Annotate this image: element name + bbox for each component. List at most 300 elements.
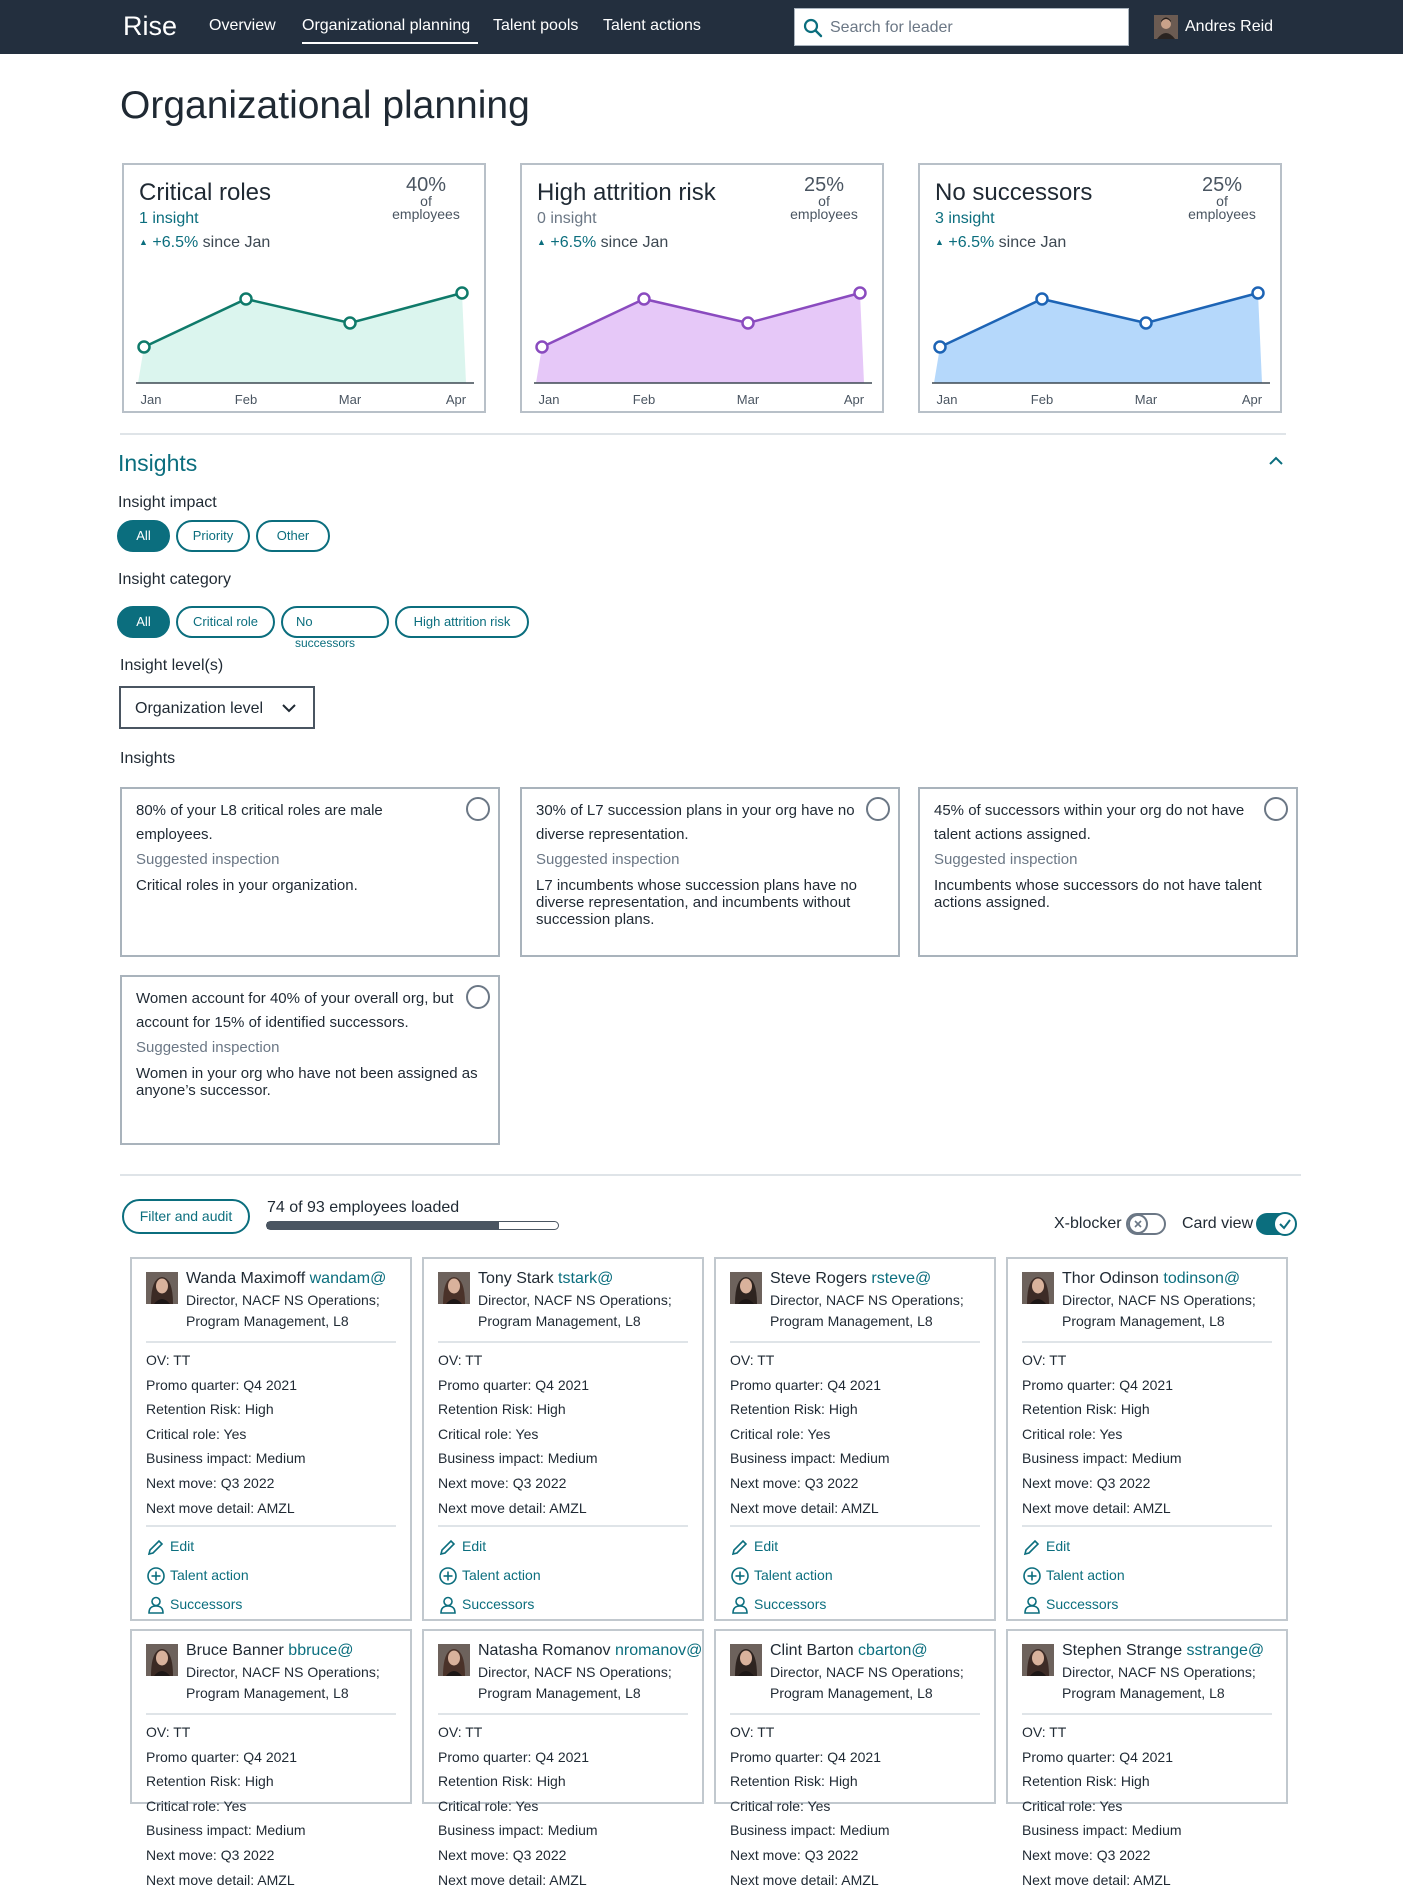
field-value: Q3 2022 — [220, 1847, 275, 1863]
insight-select-radio[interactable] — [866, 797, 890, 821]
field-value: Medium — [1131, 1450, 1182, 1467]
employee-field-critical — [146, 1426, 246, 1442]
employee-avatar[interactable] — [146, 1272, 178, 1304]
field-label: Critical role: — [1022, 1797, 1096, 1814]
metric-card[interactable] — [122, 163, 486, 413]
employee-name-line — [770, 1642, 928, 1660]
metric-percent-label: employees — [1188, 206, 1256, 222]
card-view-toggle[interactable] — [1256, 1213, 1296, 1235]
insights-heading: Insights — [118, 450, 198, 476]
person-icon — [730, 1595, 750, 1615]
employee-field-ov — [1022, 1352, 1066, 1368]
chart-point — [855, 288, 866, 299]
field-label: Critical role: — [146, 1797, 220, 1814]
field-value: Medium — [1131, 1822, 1182, 1839]
impact-pill-priority[interactable]: Priority — [176, 520, 250, 552]
employee-card[interactable] — [422, 1629, 704, 1888]
field-value: Medium — [547, 1450, 598, 1467]
field-label: Retention Risk: — [730, 1401, 825, 1418]
field-label: OV: — [730, 1724, 754, 1740]
card-divider — [146, 1341, 396, 1343]
field-value: Q4 2021 — [243, 1376, 297, 1393]
field-value: High — [1120, 1773, 1150, 1790]
chart-point — [537, 342, 548, 353]
metric-area-chart — [522, 165, 882, 411]
employee-card[interactable] — [714, 1257, 996, 1621]
field-label: Business impact: — [438, 1450, 544, 1467]
employee-card[interactable] — [130, 1257, 412, 1621]
insight-category-label: Insight category — [118, 571, 231, 588]
employee-field-detail — [146, 1872, 295, 1888]
employees-loaded-text: 74 of 93 employees loaded — [267, 1199, 460, 1216]
plus-circle-icon — [730, 1566, 750, 1586]
insight-card[interactable] — [120, 975, 500, 1145]
insight-level-dropdown[interactable] — [119, 686, 315, 729]
employee-name[interactable]: Natasha Romanov — [478, 1642, 611, 1659]
employee-field-next — [146, 1847, 274, 1863]
field-value: High — [244, 1401, 274, 1418]
x-blocker-toggle[interactable] — [1126, 1213, 1166, 1235]
field-label: Next move: — [1022, 1475, 1093, 1491]
metric-insight-link[interactable]: 0 insight — [537, 210, 597, 227]
employee-field-impact — [438, 1822, 598, 1838]
field-label: Promo quarter: — [438, 1376, 532, 1393]
employee-name-line — [478, 1642, 702, 1660]
suggested-inspection-detail: Women in your org who have not been assigned as anyone’s successor. — [136, 1065, 478, 1099]
triangle-up-icon: ▲ — [935, 237, 944, 247]
field-label: Business impact: — [1022, 1450, 1128, 1467]
field-label: Next move: — [438, 1847, 509, 1863]
talent-action-button-label: Talent action — [754, 1567, 833, 1583]
employee-avatar[interactable] — [730, 1644, 762, 1676]
employee-avatar[interactable] — [438, 1272, 470, 1304]
employee-card[interactable] — [1006, 1257, 1288, 1621]
person-icon — [1022, 1595, 1042, 1615]
employee-name-line — [478, 1270, 613, 1288]
employee-alias-link[interactable]: wandam@ — [309, 1270, 387, 1287]
chart-area-fill — [934, 293, 1262, 383]
chart-point — [241, 294, 252, 305]
plus-circle-icon — [146, 1566, 166, 1586]
field-label: Next move detail: — [438, 1871, 547, 1888]
field-value: Q4 2021 — [827, 1748, 881, 1765]
field-label: Business impact: — [1022, 1822, 1128, 1839]
field-label: Next move detail: — [730, 1871, 839, 1888]
chevron-up-icon[interactable] — [1268, 455, 1284, 467]
field-label: Next move detail: — [1022, 1871, 1131, 1888]
field-value: Medium — [839, 1450, 890, 1467]
field-label: Business impact: — [438, 1822, 544, 1839]
employee-field-ov — [438, 1724, 482, 1740]
employee-role-level: Program Management, L8 — [186, 1313, 349, 1329]
employee-field-detail — [730, 1500, 879, 1516]
metric-card[interactable] — [918, 163, 1282, 413]
insight-select-radio[interactable] — [466, 797, 490, 821]
suggested-inspection-label: Suggested inspection — [934, 851, 1078, 868]
employee-field-next — [730, 1475, 858, 1491]
employee-alias-link[interactable]: tstark@ — [558, 1270, 614, 1287]
employee-field-next — [1022, 1475, 1150, 1491]
leader-search-input[interactable] — [792, 6, 1131, 48]
field-value: Yes — [515, 1425, 539, 1442]
employee-field-next — [438, 1847, 566, 1863]
field-value: High — [536, 1773, 566, 1790]
employee-role-level: Program Management, L8 — [770, 1313, 933, 1329]
employee-field-promo — [146, 1749, 297, 1765]
field-label: Critical role: — [730, 1797, 804, 1814]
metric-card[interactable] — [520, 163, 884, 413]
field-label: Retention Risk: — [146, 1773, 241, 1790]
field-value: TT — [1049, 1352, 1067, 1368]
insight-card[interactable] — [918, 787, 1298, 957]
field-value: Q3 2022 — [512, 1847, 567, 1863]
field-value: High — [828, 1773, 858, 1790]
card-divider — [730, 1713, 980, 1715]
field-value: Yes — [515, 1797, 539, 1814]
employee-role: Director, NACF NS Operations; — [478, 1664, 672, 1680]
field-label: Next move detail: — [438, 1499, 547, 1516]
employee-field-next — [146, 1475, 274, 1491]
chart-point — [139, 342, 150, 353]
card-divider — [730, 1341, 980, 1343]
field-label: Next move: — [730, 1847, 801, 1863]
field-value: Q3 2022 — [1096, 1847, 1151, 1863]
metric-percent-value: 25% — [803, 174, 845, 196]
employee-field-risk — [1022, 1401, 1150, 1417]
field-value: AMZL — [1133, 1499, 1171, 1516]
person-icon — [146, 1595, 166, 1615]
employee-role: Director, NACF NS Operations; — [1062, 1292, 1256, 1308]
employee-field-impact — [730, 1822, 890, 1838]
chart-point — [1037, 294, 1048, 305]
field-label: Next move: — [146, 1847, 217, 1863]
chart-point — [1253, 288, 1264, 299]
insight-card[interactable] — [120, 787, 500, 957]
employee-card[interactable] — [422, 1257, 704, 1621]
employee-field-impact — [146, 1822, 306, 1838]
nav-item-overview[interactable]: Overview — [209, 17, 276, 34]
x-blocker-label: X-blocker — [1054, 1215, 1122, 1232]
edit-button-label: Edit — [754, 1538, 779, 1554]
card-divider — [1022, 1341, 1272, 1343]
employee-field-next — [438, 1475, 566, 1491]
field-label: Retention Risk: — [1022, 1773, 1117, 1790]
field-value: Q4 2021 — [1119, 1376, 1173, 1393]
employee-card[interactable] — [1006, 1629, 1288, 1888]
category-pill-high-attrition-risk[interactable]: High attrition risk — [395, 606, 529, 638]
metric-percent-label: employees — [392, 206, 460, 222]
plus-circle-icon — [438, 1566, 458, 1586]
field-value: High — [244, 1773, 274, 1790]
employee-field-ov — [730, 1352, 774, 1368]
field-value: Q4 2021 — [535, 1376, 589, 1393]
employee-role-level: Program Management, L8 — [1062, 1313, 1225, 1329]
suggested-inspection-label: Suggested inspection — [136, 851, 280, 868]
field-label: Business impact: — [730, 1822, 836, 1839]
field-value: Medium — [255, 1450, 306, 1467]
field-value: Q3 2022 — [804, 1847, 859, 1863]
insight-level-value: Organization level — [135, 700, 264, 717]
field-label: Promo quarter: — [1022, 1748, 1116, 1765]
impact-pill-all[interactable]: All — [117, 520, 170, 552]
field-label: Next move: — [438, 1475, 509, 1491]
field-value: AMZL — [841, 1499, 879, 1516]
employee-field-promo — [438, 1749, 589, 1765]
field-value: TT — [757, 1724, 775, 1740]
card-divider — [146, 1525, 396, 1527]
chart-x-tick-label: Feb — [632, 392, 656, 407]
employee-name[interactable]: Bruce Banner — [186, 1642, 284, 1659]
employee-field-ov — [1022, 1724, 1066, 1740]
talent-action-button-label: Talent action — [462, 1567, 541, 1583]
field-label: Promo quarter: — [730, 1748, 824, 1765]
field-value: Medium — [255, 1822, 306, 1839]
field-label: Critical role: — [730, 1425, 804, 1442]
field-label: OV: — [1022, 1352, 1046, 1368]
progress-fill — [267, 1222, 499, 1229]
field-label: Next move detail: — [730, 1499, 839, 1516]
insight-select-radio[interactable] — [1264, 797, 1288, 821]
section-divider — [120, 433, 1286, 435]
employee-field-ov — [146, 1352, 190, 1368]
field-value: Yes — [1099, 1797, 1123, 1814]
employee-field-risk — [438, 1401, 566, 1417]
employee-role-level: Program Management, L8 — [1062, 1685, 1225, 1701]
field-value: TT — [465, 1724, 483, 1740]
chart-x-tick-label: Feb — [1030, 392, 1054, 407]
employee-name-line — [186, 1642, 353, 1660]
field-value: AMZL — [257, 1499, 295, 1516]
metric-area-chart — [124, 165, 484, 411]
chart-point — [457, 288, 468, 299]
field-value: Yes — [1099, 1425, 1123, 1442]
chart-x-tick-label: Apr — [445, 392, 467, 407]
field-value: High — [1120, 1401, 1150, 1418]
field-label: Retention Risk: — [438, 1401, 533, 1418]
employee-field-promo — [730, 1377, 881, 1393]
insight-text: 30% of L7 succession plans in your org have no diverse representation. — [536, 802, 855, 843]
employee-avatar[interactable] — [1022, 1644, 1054, 1676]
chart-point — [1141, 318, 1152, 329]
field-label: Retention Risk: — [438, 1773, 533, 1790]
metric-insight-link[interactable]: 1 insight — [139, 210, 199, 227]
plus-circle-icon — [1022, 1566, 1042, 1586]
field-value: AMZL — [549, 1499, 587, 1516]
employee-field-risk — [1022, 1773, 1150, 1789]
field-label: Promo quarter: — [146, 1748, 240, 1765]
brand-logo[interactable]: Rise — [123, 11, 178, 41]
field-label: OV: — [438, 1352, 462, 1368]
employee-field-critical — [146, 1798, 246, 1814]
field-value: Yes — [223, 1425, 247, 1442]
user-avatar[interactable] — [1154, 15, 1178, 39]
metric-insight-link[interactable]: 3 insight — [935, 210, 995, 227]
employee-field-critical — [730, 1798, 830, 1814]
employee-field-risk — [146, 1773, 274, 1789]
category-pill-all[interactable]: All — [117, 606, 170, 638]
field-label: Promo quarter: — [438, 1748, 532, 1765]
chart-point — [935, 342, 946, 353]
employee-name[interactable]: Stephen Strange — [1062, 1642, 1183, 1659]
field-label: OV: — [146, 1352, 170, 1368]
chart-x-tick-label: Feb — [234, 392, 258, 407]
toggle-knob — [1128, 1214, 1148, 1234]
employee-field-ov — [146, 1724, 190, 1740]
employee-name[interactable]: Steve Rogers — [770, 1270, 867, 1287]
field-value: Yes — [807, 1425, 831, 1442]
chart-x-tick-label: Jan — [936, 392, 958, 407]
employee-field-impact — [146, 1450, 306, 1466]
pencil-icon — [146, 1537, 166, 1557]
employee-alias-link[interactable]: nromanov@ — [614, 1642, 703, 1659]
field-label: OV: — [146, 1724, 170, 1740]
employee-role: Director, NACF NS Operations; — [478, 1292, 672, 1308]
employee-alias-link[interactable]: bbruce@ — [288, 1642, 354, 1659]
employee-field-impact — [730, 1450, 890, 1466]
employee-field-promo — [730, 1749, 881, 1765]
employee-name-line — [1062, 1642, 1264, 1660]
metric-delta-value: +6.5% — [152, 234, 199, 251]
field-label: Business impact: — [146, 1822, 252, 1839]
employee-alias-link[interactable]: cbarton@ — [858, 1642, 928, 1659]
metric-percent-label: of — [1216, 193, 1228, 209]
metric-delta-since: since Jan — [600, 234, 669, 251]
employee-field-critical — [730, 1426, 830, 1442]
field-label: Next move detail: — [146, 1871, 255, 1888]
employee-alias-link[interactable]: rsteve@ — [871, 1270, 932, 1287]
field-label: Retention Risk: — [1022, 1401, 1117, 1418]
chevron-down-icon — [281, 702, 297, 714]
field-value: TT — [173, 1724, 191, 1740]
employee-alias-link[interactable]: sstrange@ — [1186, 1642, 1265, 1659]
employee-name[interactable]: Wanda Maximoff — [186, 1270, 306, 1287]
nav-item-talent-pools[interactable]: Talent pools — [493, 17, 579, 34]
user-name[interactable]: Andres Reid — [1185, 18, 1274, 35]
edit-button-label: Edit — [462, 1538, 487, 1554]
employee-name-line — [770, 1270, 931, 1288]
filter-and-audit-button[interactable]: Filter and audit — [122, 1199, 250, 1234]
employee-name-line — [1062, 1270, 1240, 1288]
field-value: Yes — [223, 1797, 247, 1814]
triangle-up-icon: ▲ — [537, 237, 546, 247]
employee-role: Director, NACF NS Operations; — [770, 1292, 964, 1308]
chart-point — [743, 318, 754, 329]
employee-role: Director, NACF NS Operations; — [1062, 1664, 1256, 1680]
field-label: OV: — [1022, 1724, 1046, 1740]
successors-button-label: Successors — [754, 1596, 827, 1612]
field-value: Medium — [839, 1822, 890, 1839]
employee-field-critical — [1022, 1798, 1122, 1814]
employee-name[interactable]: Tony Stark — [478, 1270, 554, 1287]
insights-list-label: Insights — [120, 750, 176, 767]
employee-card[interactable] — [714, 1629, 996, 1888]
category-pill-critical-role[interactable]: Critical role — [176, 606, 275, 638]
pencil-icon — [438, 1537, 458, 1557]
chart-point — [345, 318, 356, 329]
insight-text: 45% of successors within your org do not have talent actions assigned. — [934, 802, 1245, 843]
category-pill-no-successors[interactable]: No — [281, 606, 389, 638]
field-value: High — [536, 1401, 566, 1418]
metric-delta-value: +6.5% — [550, 234, 597, 251]
suggested-inspection-label: Suggested inspection — [536, 851, 680, 868]
employee-field-impact — [1022, 1450, 1182, 1466]
card-view-label: Card view — [1182, 1215, 1254, 1232]
employee-field-impact — [1022, 1822, 1182, 1838]
field-value: Yes — [807, 1797, 831, 1814]
top-navigation-bar — [0, 0, 1403, 54]
employee-field-promo — [1022, 1749, 1173, 1765]
impact-pill-other[interactable]: Other — [256, 520, 330, 552]
employee-avatar[interactable] — [146, 1644, 178, 1676]
field-label: Critical role: — [438, 1425, 512, 1442]
employee-role-level: Program Management, L8 — [770, 1685, 933, 1701]
employee-field-critical — [438, 1798, 538, 1814]
chart-x-tick-label: Mar — [1134, 392, 1158, 407]
field-value: AMZL — [257, 1871, 295, 1888]
search-placeholder: Search for leader — [830, 19, 953, 36]
employee-field-risk — [730, 1401, 858, 1417]
employee-alias-link[interactable]: todinson@ — [1163, 1270, 1241, 1287]
metric-percent-value: 40% — [405, 174, 447, 196]
field-label: OV: — [438, 1724, 462, 1740]
employee-field-detail — [438, 1500, 587, 1516]
employee-avatar[interactable] — [438, 1644, 470, 1676]
suggested-inspection-label: Suggested inspection — [136, 1039, 280, 1056]
employee-field-ov — [730, 1724, 774, 1740]
successors-button-label: Successors — [462, 1596, 535, 1612]
field-value: Q4 2021 — [535, 1748, 589, 1765]
metric-percent-label: of — [818, 193, 830, 209]
employee-field-next — [1022, 1847, 1150, 1863]
field-value: TT — [757, 1352, 775, 1368]
employee-card[interactable] — [130, 1629, 412, 1888]
employee-field-detail — [146, 1500, 295, 1516]
employee-role-level: Program Management, L8 — [478, 1313, 641, 1329]
metric-area-chart — [920, 165, 1280, 411]
pencil-icon — [1022, 1537, 1042, 1557]
chart-area-fill — [536, 293, 864, 383]
employee-name[interactable]: Clint Barton — [770, 1642, 854, 1659]
employee-role: Director, NACF NS Operations; — [186, 1664, 380, 1680]
check-icon — [1275, 1214, 1295, 1234]
insight-card[interactable] — [520, 787, 900, 957]
category-pill-no-successors-overflow: successors — [295, 636, 356, 650]
field-value: AMZL — [549, 1871, 587, 1888]
employee-name[interactable]: Thor Odinson — [1062, 1270, 1159, 1287]
nav-item-talent-actions[interactable]: Talent actions — [603, 17, 701, 34]
field-label: Critical role: — [438, 1797, 512, 1814]
nav-item-organizational-planning[interactable]: Organizational planning — [302, 17, 471, 34]
field-label: Retention Risk: — [146, 1401, 241, 1418]
employee-avatar[interactable] — [1022, 1272, 1054, 1304]
field-value: Q3 2022 — [512, 1475, 567, 1491]
field-label: Next move: — [1022, 1847, 1093, 1863]
metric-title: Critical roles — [139, 179, 272, 206]
employee-field-critical — [1022, 1426, 1122, 1442]
suggested-inspection-detail: L7 incumbents whose succession plans have no diverse representation, and incumbents without succession plans. — [536, 877, 858, 928]
employee-field-detail — [438, 1872, 587, 1888]
field-label: Promo quarter: — [730, 1376, 824, 1393]
employee-role: Director, NACF NS Operations; — [186, 1292, 380, 1308]
field-value: AMZL — [841, 1871, 879, 1888]
insight-select-radio[interactable] — [466, 985, 490, 1009]
chart-x-tick-label: Apr — [843, 392, 865, 407]
employee-avatar[interactable] — [730, 1272, 762, 1304]
edit-button-label: Edit — [170, 1538, 195, 1554]
employee-field-promo — [146, 1377, 297, 1393]
triangle-up-icon: ▲ — [139, 237, 148, 247]
suggested-inspection-detail: Critical roles in your organization. — [136, 877, 358, 894]
